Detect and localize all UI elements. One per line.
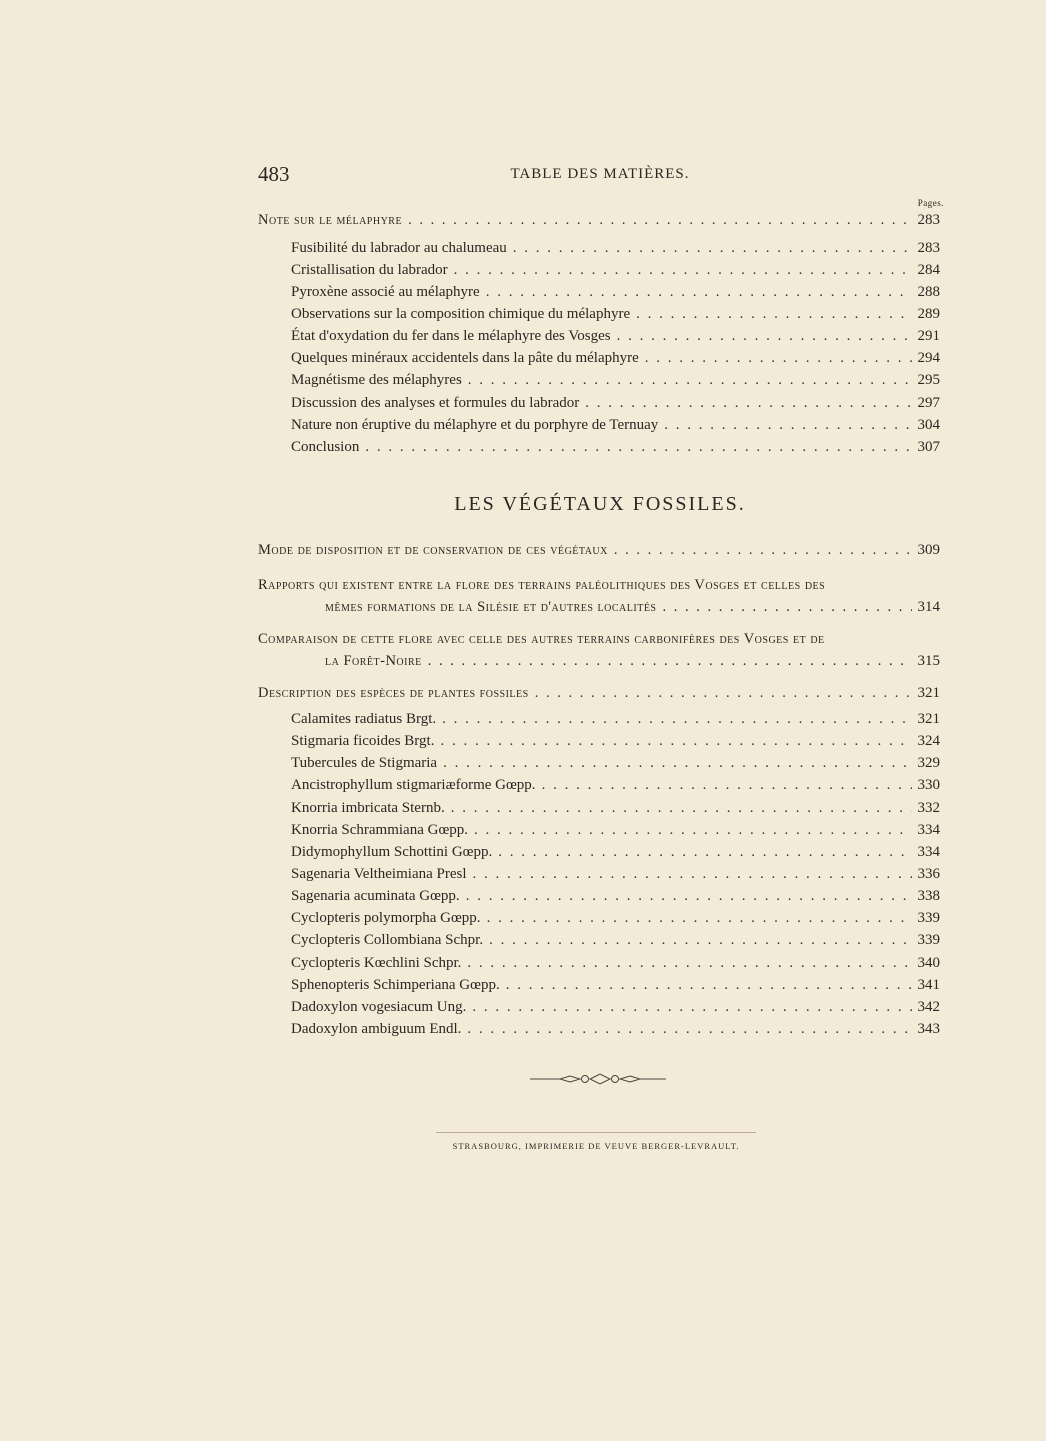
toc-heading-mode-disposition	[258, 542, 940, 559]
leader-dots	[408, 212, 911, 229]
leader-dots	[498, 844, 911, 861]
ornament-divider	[530, 1072, 666, 1086]
toc-page-number: 315	[917, 653, 940, 669]
toc-entry	[291, 955, 940, 972]
toc-entry	[291, 1021, 940, 1038]
leader-dots	[442, 711, 911, 728]
toc-entry-label: Cristallisation du labrador	[291, 262, 448, 278]
toc-page-number: 294	[917, 350, 940, 366]
toc-page-number: 341	[917, 977, 940, 993]
toc-heading-label: Mode de disposition et de conservation de ces végétaux	[258, 542, 608, 558]
toc-entry	[291, 733, 940, 750]
toc-page-number: 330	[917, 777, 940, 793]
toc-entry	[291, 711, 940, 728]
toc-page-number: 343	[917, 1021, 940, 1037]
toc-heading-continuation	[258, 599, 940, 616]
toc-entry	[291, 999, 940, 1016]
toc-entry	[291, 372, 940, 389]
printer-imprint: STRASBOURG, IMPRIMERIE DE VEUVE BERGER-LEVRAULT.	[452, 1141, 740, 1151]
toc-heading-comparaison	[258, 631, 940, 670]
toc-heading-description	[258, 685, 940, 702]
leader-dots	[614, 542, 912, 559]
toc-entry-label: Sagenaria Veltheimiana Presl	[291, 866, 467, 882]
toc-heading-label-continued: mêmes formations de la Silésie et d'autres localités	[325, 599, 657, 615]
toc-entry-label: Discussion des analyses et formules du labrador	[291, 395, 580, 411]
toc-page-number: 334	[917, 822, 940, 838]
toc-heading-label: Description des espèces de plantes fossiles	[258, 685, 529, 701]
toc-entry-label: Tubercules de Stigmaria	[291, 755, 438, 771]
toc-page-number: 332	[917, 800, 940, 816]
leader-dots	[443, 755, 911, 772]
leader-dots	[486, 284, 912, 301]
toc-entry-label: Cyclopteris polymorpha Gœpp.	[291, 910, 481, 926]
toc-page-number: 339	[917, 910, 940, 926]
toc-entry-label: Calamites radiatus Brgt.	[291, 711, 437, 727]
leader-dots	[489, 932, 911, 949]
toc-entry-label: Observations sur la composition chimique du mélaphyre	[291, 306, 631, 322]
toc-heading-continuation	[258, 653, 940, 670]
toc-page-number: 297	[917, 395, 940, 411]
toc-entry	[291, 328, 940, 345]
toc-entry	[291, 777, 940, 794]
toc-entry	[291, 844, 940, 861]
toc-page-number: 284	[917, 262, 940, 278]
leader-dots	[440, 733, 911, 750]
toc-page-number: 307	[917, 439, 940, 455]
toc-entry	[291, 977, 940, 994]
toc-page-number: 291	[917, 328, 940, 344]
page-number: 483	[258, 162, 290, 186]
toc-heading-melaphyre	[258, 212, 940, 229]
page-header	[258, 162, 942, 186]
leader-dots	[535, 685, 912, 702]
leader-dots	[487, 910, 912, 927]
toc-page-number: 340	[917, 955, 940, 971]
toc-entry-label: Sphenopteris Schimperiana Gœpp.	[291, 977, 500, 993]
toc-entry-label: Magnétisme des mélaphyres	[291, 372, 462, 388]
toc-entry-label: Knorria Schrammiana Gœpp.	[291, 822, 469, 838]
toc-entry-label: Knorria imbricata Sternb.	[291, 800, 445, 816]
toc-entry	[291, 284, 940, 301]
toc-entry	[291, 910, 940, 927]
toc-heading-label: Rapports qui existent entre la flore des terrains paléolithiques des Vosges et celles des	[258, 577, 826, 593]
toc-entry	[291, 755, 940, 772]
leader-dots	[428, 653, 912, 670]
toc-entry-label: Fusibilité du labrador au chalumeau	[291, 240, 507, 256]
toc-entry	[291, 822, 940, 839]
leader-dots	[468, 372, 912, 389]
leader-dots	[663, 599, 912, 616]
toc-entry	[291, 888, 940, 905]
toc-page-number: 338	[917, 888, 940, 904]
toc-entry	[291, 800, 940, 817]
toc-entry	[291, 350, 940, 367]
leader-dots	[365, 439, 911, 456]
toc-page-number: 309	[917, 542, 940, 558]
toc-entry-label: Dadoxylon vogesiacum Ung.	[291, 999, 467, 1015]
leader-dots	[473, 866, 912, 883]
toc-entry	[291, 932, 940, 949]
toc-entry	[291, 439, 940, 456]
toc-page-number: 295	[917, 372, 940, 388]
toc-entry	[291, 417, 940, 434]
toc-entry-label: Dadoxylon ambiguum Endl.	[291, 1021, 462, 1037]
toc-entry-label: Ancistrophyllum stigmariæforme Gœpp.	[291, 777, 536, 793]
leader-dots	[467, 1021, 911, 1038]
toc-page-number: 283	[917, 212, 940, 228]
toc-page-number: 334	[917, 844, 940, 860]
toc-entry-label: Nature non éruptive du mélaphyre et du porphyre de Ternuay	[291, 417, 659, 433]
toc-entry-label: Quelques minéraux accidentels dans la pâte du mélaphyre	[291, 350, 639, 366]
leader-dots	[472, 999, 911, 1016]
toc-page-number: 321	[917, 685, 940, 701]
running-title: TABLE DES MATIÈRES.	[510, 166, 690, 182]
leader-dots	[617, 328, 912, 345]
toc-entry-label: Pyroxène associé au mélaphyre	[291, 284, 480, 300]
toc-entry-label: Cyclopteris Kœchlini Schpr.	[291, 955, 462, 971]
leader-dots	[645, 350, 912, 367]
toc-entry	[291, 262, 940, 279]
toc-entry-label: Didymophyllum Schottini Gœpp.	[291, 844, 493, 860]
toc-entry-label: Stigmaria ficoides Brgt.	[291, 733, 435, 749]
toc-entry-label: Cyclopteris Collombiana Schpr.	[291, 932, 484, 948]
leader-dots	[466, 888, 912, 905]
leader-dots	[585, 395, 911, 412]
toc-page-number: 342	[917, 999, 940, 1015]
toc-page-number: 339	[917, 932, 940, 948]
toc-entry-label: État d'oxydation du fer dans le mélaphyre des Vosges	[291, 328, 611, 344]
leader-dots	[542, 777, 912, 794]
toc-heading-label: Comparaison de cette flore avec celle des autres terrains carbonifères des Vosges et de	[258, 631, 825, 647]
toc-entry-label: Conclusion	[291, 439, 360, 455]
toc-heading-label-continued: la Forêt-Noire	[325, 653, 422, 669]
leader-dots	[513, 240, 912, 257]
toc-entry-label: Sagenaria acuminata Gœpp.	[291, 888, 460, 904]
toc-page-number: 283	[917, 240, 940, 256]
toc-entry	[291, 240, 940, 257]
toc-page-number: 304	[917, 417, 940, 433]
leader-dots	[664, 417, 911, 434]
toc-heading-rapports	[258, 577, 940, 616]
toc-page-number: 288	[917, 284, 940, 300]
toc-page-number: 329	[917, 755, 940, 771]
pages-column-label: Pages.	[917, 198, 944, 208]
leader-dots	[474, 822, 911, 839]
leader-dots	[454, 262, 912, 279]
toc-entry	[291, 306, 940, 323]
footer-rule	[436, 1132, 756, 1133]
leader-dots	[506, 977, 912, 994]
toc-entry	[291, 866, 940, 883]
toc-page-number: 321	[917, 711, 940, 727]
leader-dots	[636, 306, 911, 323]
toc-page-number: 289	[917, 306, 940, 322]
leader-dots	[467, 955, 911, 972]
toc-entry	[291, 395, 940, 412]
toc-page-number: 336	[917, 866, 940, 882]
toc-page-number: 324	[917, 733, 940, 749]
toc-heading-label: Note sur le mélaphyre	[258, 212, 403, 228]
section-title: LES VÉGÉTAUX FOSSILES.	[454, 493, 746, 515]
leader-dots	[451, 800, 912, 817]
toc-page-number: 314	[917, 599, 940, 615]
